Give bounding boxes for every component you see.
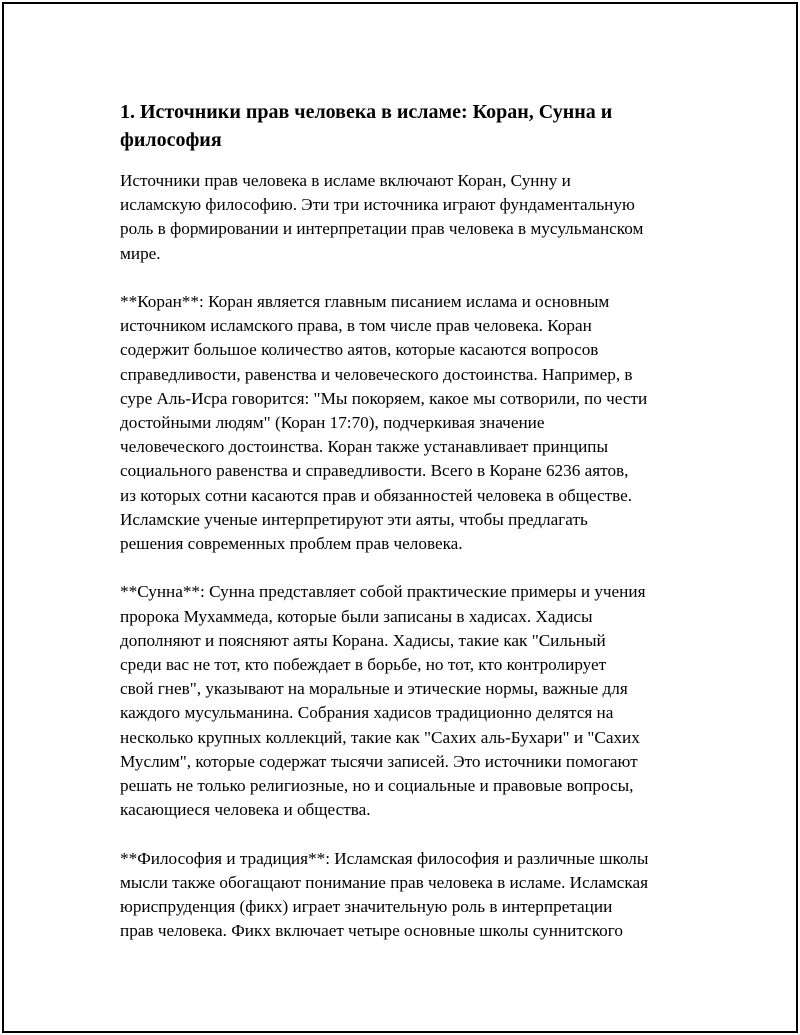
heading-line: философия xyxy=(120,129,222,151)
text-line: Муслим", которые содержат тысячи записей. Это источники помогают xyxy=(120,751,638,771)
text-line: Исламские ученые интерпретируют эти аяты, чтобы предлагать xyxy=(120,509,588,529)
text-line: юриспруденция (фикх) играет значительную роль в интерпретации xyxy=(120,897,613,917)
text-line: прав человека. Фикх включает четыре основные школы суннитского xyxy=(120,921,623,941)
text-line: социального равенства и справедливости. Всего в Коране 6236 аятов, xyxy=(120,461,629,481)
text-line: дополняют и поясняют аяты Корана. Хадисы, такие как "Сильный xyxy=(120,630,606,650)
text-line: свой гнев", указывают на моральные и этические нормы, важные для xyxy=(120,679,628,699)
text-line: содержит большое количество аятов, которые касаются вопросов xyxy=(120,340,599,360)
paragraph-quran xyxy=(120,290,700,556)
text-line: мире. xyxy=(120,243,161,263)
text-line: каждого мусульманина. Собрания хадисов традиционно делятся на xyxy=(120,703,614,723)
text-line: несколько крупных коллекций, такие как "Сахих аль-Бухари" и "Сахих xyxy=(120,727,640,747)
text-line: Источники прав человека в исламе включают Коран, Сунну и xyxy=(120,171,571,190)
paragraph-sunnah xyxy=(120,580,700,822)
text-line: роль в формировании и интерпретации прав человека в мусульманском xyxy=(120,219,644,239)
text-line: среди вас не тот, кто побеждает в борьбе, но тот, кто контролирует xyxy=(120,655,607,675)
text-line: исламскую философию. Эти три источника играют фундаментальную xyxy=(120,195,635,215)
paragraph-intro xyxy=(120,169,700,266)
text-line: из которых сотни касаются прав и обязанностей человека в обществе. xyxy=(120,485,633,505)
text-line: достойными людям" (Коран 17:70), подчеркивая значение xyxy=(120,413,545,433)
section-heading xyxy=(120,98,700,154)
text-line: решать не только религиозные, но и социальные и правовые вопросы, xyxy=(120,776,634,796)
text-line: пророка Мухаммеда, которые были записаны в хадисах. Хадисы xyxy=(120,606,593,626)
text-line: мысли также обогащают понимание прав человека в исламе. Исламская xyxy=(120,872,649,892)
text-line: **Сунна**: Сунна представляет собой практические примеры и учения xyxy=(120,582,646,602)
text-line: касающиеся человека и общества. xyxy=(120,800,371,820)
text-line: **Философия и традиция**: Исламская философия и различные школы xyxy=(120,848,649,868)
document-content xyxy=(120,98,700,968)
text-line: суре Аль-Исра говорится: "Мы покоряем, какое мы сотворили, по чести xyxy=(120,388,648,408)
text-line: справедливости, равенства и человеческого достоинства. Например, в xyxy=(120,364,633,384)
text-line: решения современных проблем прав человека. xyxy=(120,534,463,554)
text-line: источником исламского права, в том числе прав человека. Коран xyxy=(120,316,592,336)
text-line: **Коран**: Коран является главным писанием ислама и основным xyxy=(120,292,610,311)
document-page xyxy=(2,2,798,1033)
text-line: человеческого достоинства. Коран также устанавливает принципы xyxy=(120,437,609,457)
heading-line: 1. Источники прав человека в исламе: Коран, Сунна и xyxy=(120,101,613,123)
paragraph-philosophy xyxy=(120,847,700,944)
